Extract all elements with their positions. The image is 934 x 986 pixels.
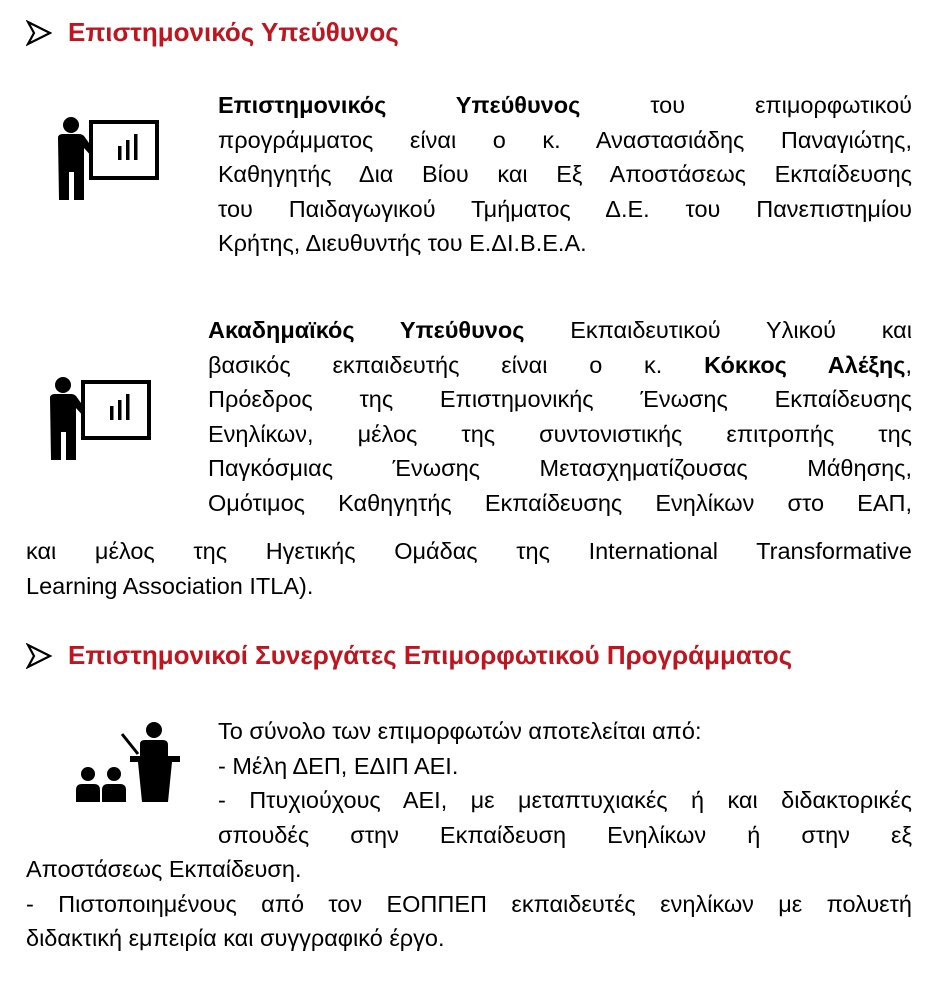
lecturer-audience-icon xyxy=(74,720,186,806)
academic-director-paragraph-continued: και μέλος της Ηγετικής Ομάδας της International Transformative Learning Association ITLA). xyxy=(26,538,912,599)
presenter-chart-icon xyxy=(42,372,152,462)
section-heading-scientific-collaborators xyxy=(26,640,792,671)
scientific-director-paragraph: Επιστημονικός Υπεύθυνος του επιμορφωτικού προγράμματος είναι ο κ. Αναστασιάδης Παναγιώτης, Καθηγητής Δια Βίου και Εξ Αποστάσεως Εκπαίδευσης του Παιδαγωγικού Τμήματος Δ.Ε. του Πανεπιστημίου Κρήτης, Διευθυντής του Ε.ΔΙ.Β.Ε.Α. xyxy=(218,92,912,256)
arrow-bullet-icon xyxy=(26,643,52,669)
section-heading-scientific-director xyxy=(26,17,399,48)
arrow-bullet-icon xyxy=(26,20,52,46)
presenter-chart-icon xyxy=(50,112,160,202)
heading-text: Επιστημονικοί Συνεργάτες Επιμορφωτικού Προγράμματος xyxy=(68,640,793,670)
academic-director-paragraph: Ακαδημαϊκός Υπεύθυνος Εκπαιδευτικού Υλικού και βασικός εκπαιδευτής είναι ο κ. Κόκκος Αλέξης, Πρόεδρος της Επιστημονικής Ένωσης Εκπαίδευσης Ενηλίκων, μέλος της συντονιστικής επιτροπής της Παγκόσμιας Ένωσης Μετασχηματίζουσας Μάθησης, Ομότιμος Καθηγητής Εκπαίδευσης Ενηλίκων στο ΕΑΠ, xyxy=(208,317,913,516)
heading-text: Επιστημονικός Υπεύθυνος xyxy=(68,17,399,47)
collaborators-paragraph-continued: Αποστάσεως Εκπαίδευση. - Πιστοποιημένους από τον ΕΟΠΠΕΠ εκπαιδευτές ενηλίκων με πολυετή διδακτική εμπειρία και συγγραφικό έργο. xyxy=(26,856,912,951)
collaborators-paragraph: Το σύνολο των επιμορφωτών αποτελείται από: - Μέλη ΔΕΠ, ΕΔΙΠ ΑΕΙ. - Πτυχιούχους ΑΕΙ, με μεταπτυχιακές ή και διδακτορικές σπουδές στην Εκπαίδευση Ενηλίκων ή στην εξ xyxy=(218,718,912,848)
